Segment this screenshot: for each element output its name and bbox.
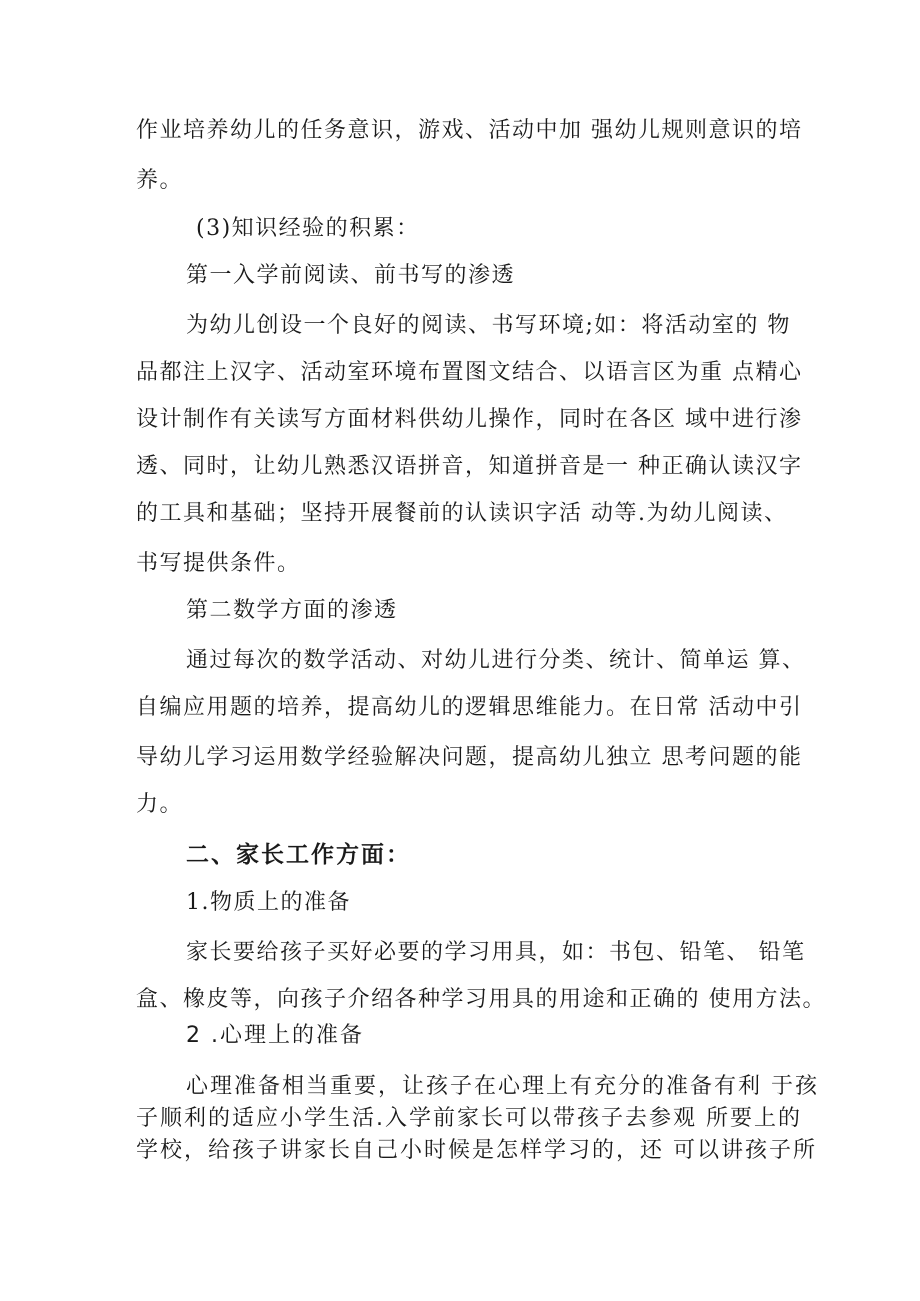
paragraph-line: 通过每次的数学活动、对幼儿进行分类、统计、简单运 算、 — [186, 648, 806, 673]
paragraph-line: 为幼儿创设一个良好的阅读、书写环境;如：将活动室的 物 — [186, 313, 791, 338]
paragraph-line: 盒、橡皮等，向孩子介绍各种学习用具的用途和正确的 使用方法。 — [136, 987, 826, 1012]
paragraph-line: 的工具和基础；坚持开展餐前的认读识字活 动等.为幼儿阅读、 — [136, 501, 788, 526]
paragraph-line: 力。 — [136, 792, 184, 817]
subsection-title: (3)知识经验的积累： — [196, 216, 420, 241]
subsection-title: 2 .心理上的准备 — [186, 1023, 364, 1048]
paragraph-line: 心理准备相当重要，让孩子在心理上有充分的准备有利 于孩 — [186, 1074, 819, 1099]
section-heading: 二、家长工作方面： — [186, 842, 411, 868]
item-title: 第二数学方面的渗透 — [186, 598, 398, 623]
subsection-title: 1.物质上的准备 — [186, 890, 351, 915]
paragraph-line: 学校，给孩子讲家长自己小时候是怎样学习的，还 可以讲孩子所 — [136, 1138, 817, 1163]
item-title: 第一入学前阅读、前书写的渗透 — [186, 263, 516, 288]
paragraph-line: 养。 — [136, 168, 184, 193]
paragraph-line: 家长要给孩子买好必要的学习用具，如：书包、铅笔、 铅笔 — [186, 940, 806, 965]
paragraph-line: 导幼儿学习运用数学经验解决问题，提高幼儿独立 思考问题的能 — [136, 745, 803, 770]
paragraph-line: 子顺利的适应小学生活.入学前家长可以带孩子去参观 所要上的 — [136, 1106, 802, 1131]
paragraph-line: 自编应用题的培养，提高幼儿的逻辑思维能力。在日常 活动中引 — [136, 695, 803, 720]
paragraph-line: 品都注上汉字、活动室环境布置图文结合、以语言区为重 点精心 — [136, 360, 803, 385]
paragraph-line: 透、同时，让幼儿熟悉汉语拼音，知道拼音是一 种正确认读汉字 — [136, 454, 803, 479]
paragraph-line: 设计制作有关读写方面材料供幼儿操作，同时在各区 域中进行渗 — [136, 407, 803, 432]
paragraph-line: 书写提供条件。 — [136, 551, 301, 576]
paragraph-line: 作业培养幼儿的任务意识，游戏、活动中加 强幼儿规则意识的培 — [136, 118, 803, 143]
